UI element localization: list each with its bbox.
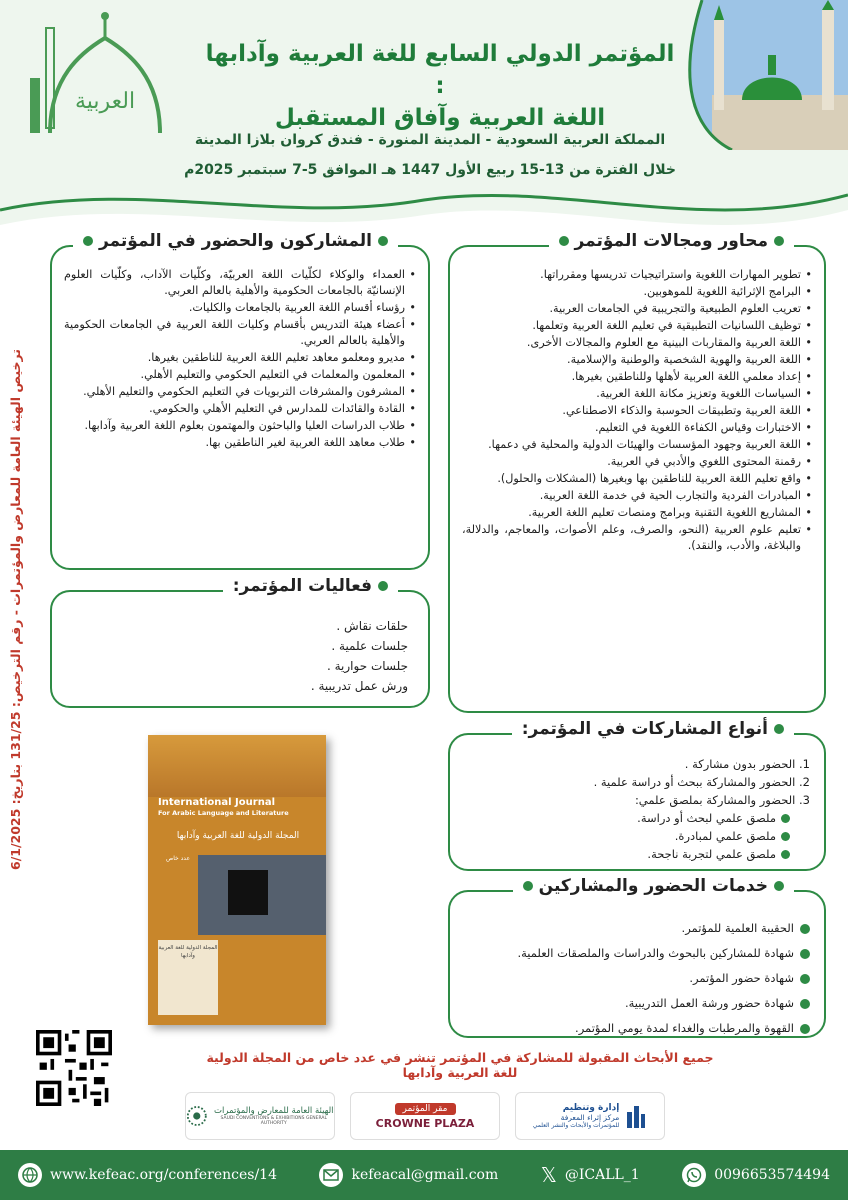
organizer-logo: إدارة وتنظيم مركز إثراء المعرفة للمؤتمرات والأبحاث والنشر العلمي xyxy=(515,1092,665,1140)
publication-note: جميع الأبحاث المقبولة للمشاركة في المؤتمر تنشر في عدد خاص من المجلة الدولية للغة العربية وآدابها xyxy=(206,1050,714,1080)
conference-title xyxy=(200,38,680,134)
twitter-link[interactable]: 𝕏 @ICALL_1 xyxy=(540,1163,640,1187)
conference-location: المملكة العربية السعودية - المدينة المنورة - فندق كروان بلازا المدينة xyxy=(194,132,666,148)
services-title: خدمات الحضور والمشاركين xyxy=(513,876,794,896)
type-item: 1. الحضور بدون مشاركة . xyxy=(684,757,810,771)
qr-code-icon xyxy=(36,1030,112,1106)
types-list xyxy=(450,735,824,867)
participation-types-box xyxy=(448,719,826,871)
list-item: • المشرفون والمشرفات التربويات في التعليم الحكومي والتعليم الأهلي. xyxy=(64,384,416,400)
globe-icon xyxy=(18,1163,42,1187)
axes-title: محاور ومجالات المؤتمر xyxy=(549,231,794,251)
list-item: • رقمنة المحتوى اللغوي والأدبي في العربية. xyxy=(462,454,812,470)
list-item: الحقيبة العلمية للمؤتمر. xyxy=(462,916,810,941)
activities-box xyxy=(50,576,430,708)
svg-text:ﺍﻟﻌﺮﺑﻴﺔ: ﺍﻟﻌﺮﺑﻴﺔ xyxy=(74,89,136,114)
dome-logo-icon xyxy=(30,8,180,138)
list-item: • القادة والقائدات للمدارس في التعليم الأهلي والحكومي. xyxy=(64,401,416,417)
list-item: • إعداد معلمي اللغة العربية لأهلها وللناطقين بغيرها. xyxy=(462,369,812,385)
list-item: • مديرو ومعلمو معاهد تعليم اللغة العربية للناطقين بغيرها. xyxy=(64,350,416,366)
journal-cover xyxy=(148,735,326,1025)
activities-list xyxy=(52,592,428,702)
list-item: • العمداء والوكلاء لكلّيات اللغة العربيّة، وكلّيات الآداب، وكلّيات العلوم الإنسانيّة بالجامعات الحكومية والأهلية بالعالم العربي. xyxy=(64,267,416,299)
list-item: • اللغة العربية والهوية الشخصية والوطنية والإسلامية. xyxy=(462,352,812,368)
bullet-icon xyxy=(83,236,93,246)
type-item: 2. الحضور والمشاركة ببحث أو دراسة علمية . xyxy=(593,775,810,789)
list-item: • طلاب الدراسات العليا والباحثون والمهتمون بعلوم اللغة العربية وآدابها. xyxy=(64,418,416,434)
types-title: أنواع المشاركات في المؤتمر: xyxy=(512,719,794,739)
website-link[interactable]: www.kefeac.org/conferences/14 xyxy=(18,1163,277,1187)
list-item: • اللغة العربية والمقاربات البينية مع العلوم والمجالات الأخرى. xyxy=(462,335,812,351)
activities-title: فعاليات المؤتمر: xyxy=(223,576,398,596)
list-item: شهادة للمشاركين بالبحوث والدراسات والملصقات العلمية. xyxy=(462,941,810,966)
list-item: • البرامج الإثرائية اللغوية للموهوبين. xyxy=(462,284,812,300)
journal-issue: عدد خاص xyxy=(165,855,191,862)
journal-ar-title: المجلة الدولية للغة العربية وآدابها xyxy=(176,831,300,841)
list-item: • تعريب العلوم الطبيعية والتجريبية في الجامعات العربية. xyxy=(462,301,812,317)
poster-type-item: ملصق علمي لتجربة ناجحة. xyxy=(462,845,790,863)
poster-types-list xyxy=(462,809,810,863)
title-line-2: اللغة العربية وآفاق المستقبل xyxy=(274,105,606,131)
bullet-icon xyxy=(523,881,533,891)
footer-bar xyxy=(0,1150,848,1200)
x-logo-icon: 𝕏 xyxy=(540,1163,557,1187)
license-text: ترخيص الهيئة العامة للمعارض والمؤتمرات - رقم الترخيص: 131/25 بتاريخ: 6/1/2025 xyxy=(8,349,23,871)
axes-box xyxy=(448,231,826,713)
participants-title: المشاركون والحضور في المؤتمر xyxy=(73,231,398,251)
mail-icon xyxy=(319,1163,343,1187)
journal-panel: المجلة الدولية للغة العربية وآدابها xyxy=(158,940,218,1015)
organizer-emblem-icon xyxy=(625,1102,647,1130)
list-item: • توظيف اللسانيات التطبيقية في تعليم اللغة العربية وتعلمها. xyxy=(462,318,812,334)
list-item: • الاختبارات وقياس الكفاءة اللغوية في التعليم. xyxy=(462,420,812,436)
services-list xyxy=(450,892,824,1045)
list-item: • المعلمون والمعلمات في التعليم الحكومي والتعليم الأهلي. xyxy=(64,367,416,383)
list-item: • تعليم علوم العربية (النحو، والصرف، وعلم الأصوات، والمعاجم، والدلالة، والبلاغة، والأدب، والنقد). xyxy=(462,522,812,554)
list-item: شهادة حضور المؤتمر. xyxy=(462,966,810,991)
journal-en-subtitle: For Arabic Language and Literature xyxy=(158,809,289,817)
bullet-icon xyxy=(774,236,784,246)
authority-emblem-icon xyxy=(186,1104,208,1128)
venue-logo: مقر المؤتمر CROWNE PLAZA xyxy=(350,1092,500,1140)
participants-box xyxy=(50,231,430,570)
mosque-photo-icon xyxy=(672,0,848,150)
list-item: • المبادرات الفردية والتجارب الحية في خدمة اللغة العربية. xyxy=(462,488,812,504)
bullet-icon xyxy=(774,724,784,734)
bullet-icon xyxy=(774,881,784,891)
poster-type-item: ملصق علمي لبحث أو دراسة. xyxy=(462,809,790,827)
list-item: • المشاريع اللغوية التقنية وبرامج ومنصات تعليم اللغة العربية. xyxy=(462,505,812,521)
whatsapp-link[interactable]: 0096653574494 xyxy=(682,1163,830,1187)
list-item: جلسات حوارية . xyxy=(326,659,408,673)
list-item: • اللغة العربية وجهود المؤسسات والهيئات الدولية والمحلية في دعمها. xyxy=(462,437,812,453)
list-item: • واقع تعليم اللغة العربية للناطقين بها وبغيرها (المشكلات والحلول). xyxy=(462,471,812,487)
authority-logo: الهيئة العامة للمعارض والمؤتمرات SAUDI CONVENTIONS & EXHIBITIONS GENERAL AUTHORITY xyxy=(185,1092,335,1140)
list-item: شهادة حضور ورشة العمل التدريبية. xyxy=(462,991,810,1016)
bullet-icon xyxy=(378,581,388,591)
journal-en-title: International Journal xyxy=(158,797,275,808)
conference-dates: خلال الفترة من 13-15 ربيع الأول 1447 هـ الموافق 5-7 سبتمبر 2025م xyxy=(184,162,676,178)
type-item: 3. الحضور والمشاركة بملصق علمي: xyxy=(634,793,810,807)
list-item: حلقات نقاش . xyxy=(336,619,408,633)
list-item: • طلاب معاهد اللغة العربية لغير الناطقين بها. xyxy=(64,435,416,451)
list-item: • السياسات اللغوية وتعزيز مكانة اللغة العربية. xyxy=(462,386,812,402)
list-item: • أعضاء هيئة التدريس بأقسام وكليات اللغة العربية في الجامعات الحكومية والأهلية بالعالم العربي. xyxy=(64,317,416,349)
list-item: ورش عمل تدريبية . xyxy=(310,679,408,693)
list-item: • رؤساء أقسام اللغة العربية بالجامعات والكليات. xyxy=(64,300,416,316)
list-item: • اللغة العربية وتطبيقات الحوسبة والذكاء الاصطناعي. xyxy=(462,403,812,419)
list-item: القهوة والمرطبات والغداء لمدة يومي المؤتمر. xyxy=(462,1016,810,1041)
title-line-1: المؤتمر الدولي السابع للغة العربية وآدابها : xyxy=(205,41,675,99)
bullet-icon xyxy=(378,236,388,246)
email-link[interactable]: kefeacal@gmail.com xyxy=(319,1163,498,1187)
bullet-icon xyxy=(559,236,569,246)
axes-list xyxy=(450,247,824,561)
list-item: • تطوير المهارات اللغوية واستراتيجيات تدريسها ومقرراتها. xyxy=(462,267,812,283)
participants-list xyxy=(52,247,428,458)
whatsapp-icon xyxy=(682,1163,706,1187)
list-item: جلسات علمية . xyxy=(331,639,408,653)
services-box xyxy=(448,876,826,1038)
poster-type-item: ملصق علمي لمبادرة. xyxy=(462,827,790,845)
